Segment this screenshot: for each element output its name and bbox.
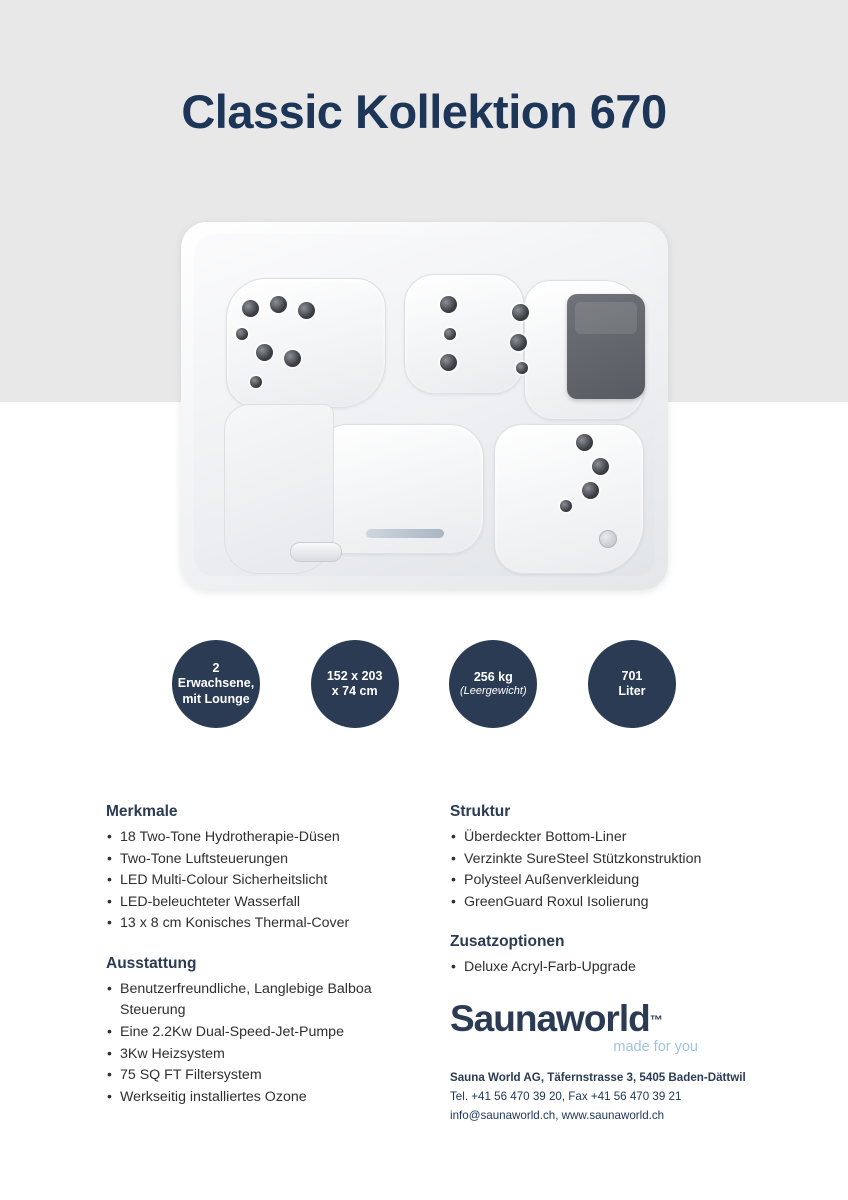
control-panel	[290, 542, 342, 562]
jet-icon	[298, 302, 315, 319]
list-merkmale	[106, 827, 426, 935]
jet-icon	[242, 300, 259, 317]
list-item: • Two-Tone Luftsteuerungen	[106, 849, 426, 871]
contact-info	[450, 1069, 780, 1125]
list-struktur	[450, 827, 780, 913]
jet-icon	[592, 458, 609, 475]
drain-icon	[599, 530, 617, 548]
jet-icon	[284, 350, 301, 367]
page-title: Classic Kollektion 670	[181, 85, 667, 138]
list-item: • Polysteel Außenverkleidung	[450, 870, 780, 892]
list-item: • Benutzerfreundliche, Langlebige Balboa Steuerung	[106, 979, 426, 1022]
right-column	[450, 803, 780, 999]
spec-line-2: Erwachsene,	[177, 676, 255, 691]
section-heading-merkmale: Merkmale	[106, 803, 178, 820]
spec-line-sub: (Leergewicht)	[459, 684, 527, 697]
left-column	[106, 803, 426, 1128]
seat-front-right	[494, 424, 644, 574]
spec-line-1: 152 x 203	[326, 668, 383, 683]
waterfall-feature	[366, 529, 444, 538]
jet-icon	[250, 376, 262, 388]
list-item: • GreenGuard Roxul Isolierung	[450, 892, 780, 914]
spec-line-1: 701	[621, 668, 643, 683]
spec-circle-volume	[588, 640, 676, 728]
list-item: • Überdeckter Bottom-Liner	[450, 827, 780, 849]
section-heading-struktur: Struktur	[450, 803, 511, 820]
product-image	[181, 222, 668, 590]
jet-icon	[440, 296, 457, 313]
list-item: • Verzinkte SureSteel Stützkonstruktion	[450, 849, 780, 871]
jet-icon	[516, 362, 528, 374]
jet-icon	[440, 354, 457, 371]
spec-line-1: 2	[212, 661, 220, 676]
list-item: • 3Kw Heizsystem	[106, 1044, 426, 1066]
list-item: • LED Multi-Colour Sicherheitslicht	[106, 870, 426, 892]
contact-email[interactable]: info@saunaworld.ch, www.saunaworld.ch	[450, 1108, 665, 1122]
seat-center	[404, 274, 524, 394]
spec-circle-capacity	[172, 640, 260, 728]
headrest-pillow	[567, 294, 645, 399]
jet-icon	[444, 328, 456, 340]
list-item: • LED-beleuchteter Wasserfall	[106, 892, 426, 914]
list-ausstattung	[106, 979, 426, 1108]
list-item: • 13 x 8 cm Konisches Thermal-Cover	[106, 913, 426, 935]
jet-icon	[560, 500, 572, 512]
logo-text-light: world	[556, 998, 650, 1039]
spec-circles	[172, 640, 676, 732]
spec-circle-weight	[449, 640, 537, 728]
jet-icon	[256, 344, 273, 361]
spec-line-1: 256 kg	[473, 669, 513, 684]
jet-icon	[582, 482, 599, 499]
logo-block	[450, 1000, 780, 1125]
tub-shell	[181, 222, 668, 590]
tub-interior	[194, 234, 655, 576]
spec-line-2: x 74 cm	[331, 684, 378, 698]
logo-tagline: made for you	[613, 1039, 698, 1055]
company-logo	[450, 1000, 780, 1037]
list-item: • Deluxe Acryl-Farb-Upgrade	[450, 957, 780, 979]
trademark-icon: ™	[649, 1012, 663, 1028]
list-item: • Werkseitig installiertes Ozone	[106, 1087, 426, 1109]
jet-icon	[510, 334, 527, 351]
seat-lounge	[226, 278, 386, 408]
spec-line-3: mit Lounge	[182, 691, 250, 706]
list-item: • 18 Two-Tone Hydrotherapie-Düsen	[106, 827, 426, 849]
contact-address: Sauna World AG, Täfernstrasse 3, 5405 Baden-Dättwil	[450, 1071, 746, 1084]
section-heading-ausstattung: Ausstattung	[106, 954, 197, 972]
section-heading-zusatzoptionen: Zusatzoptionen	[450, 933, 565, 951]
jet-icon	[236, 328, 248, 340]
spec-circle-dimensions	[311, 640, 399, 728]
logo-text-dark: Sauna	[450, 998, 557, 1039]
contact-phone: Tel. +41 56 470 39 20, Fax +41 56 470 39 21	[450, 1089, 682, 1103]
list-zusatzoptionen	[450, 957, 780, 979]
list-item: • 75 SQ FT Filtersystem	[106, 1065, 426, 1087]
spec-line-2: Liter	[618, 684, 646, 698]
jet-icon	[270, 296, 287, 313]
list-item: • Eine 2.2Kw Dual-Speed-Jet-Pumpe	[106, 1022, 426, 1044]
jet-icon	[512, 304, 529, 321]
jet-icon	[576, 434, 593, 451]
